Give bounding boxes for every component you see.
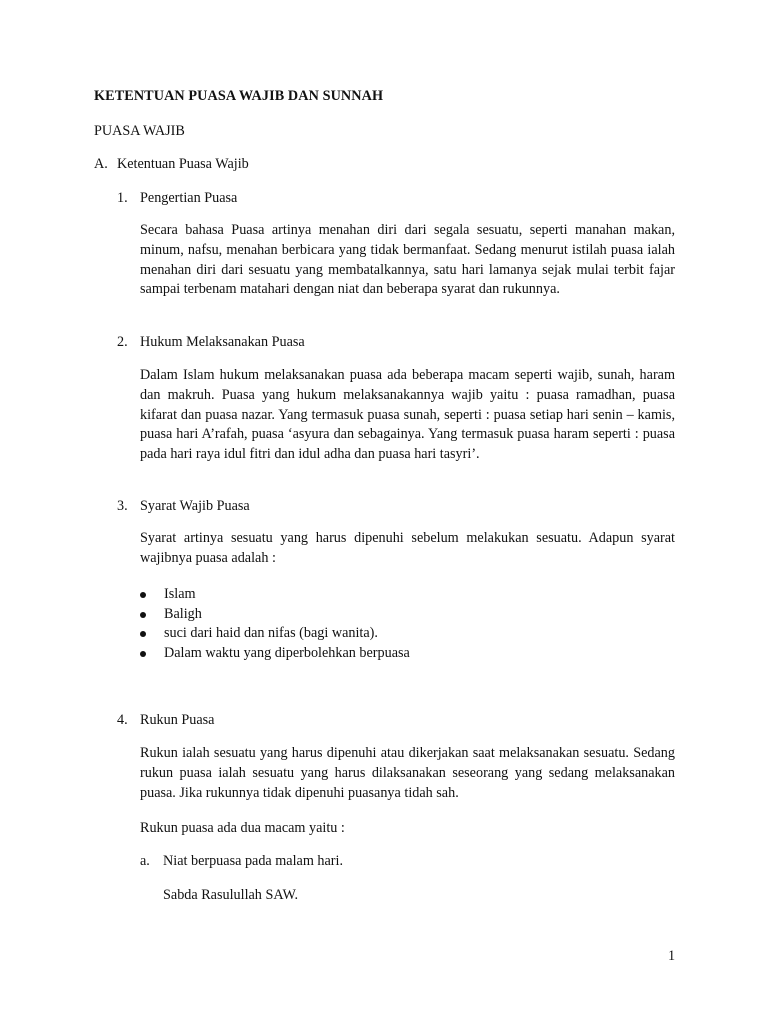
item-4-paragraph — [140, 744, 675, 803]
bullet-icon — [140, 592, 146, 598]
item-1-number: 1. — [117, 190, 128, 206]
item-3-heading: Syarat Wajib Puasa — [140, 498, 250, 514]
item-2-paragraph-text: Dalam Islam hukum melaksanakan puasa ada beberapa macam seperti wajib, sunah, haram dan makruh. Puasa yang hukum melaksanakannya wajib yaitu : puasa ramadhan, puasa kifarat dan puasa nazar. Yang termasuk puasa sunah, seperti : puasa setiap hari senin – kamis, puasa hari A’rafah, puasa ‘asyura dan sebagainya. Yang termasuk puasa haram seperti : puasa pada hari raya idul fitri dan idul adha dan puasa hari tasyri’. — [140, 367, 675, 463]
section-subtitle: PUASA WAJIB — [94, 123, 185, 139]
item-2-paragraph — [140, 366, 675, 465]
syarat-bullet-list — [140, 585, 410, 663]
item-4-number: 4. — [117, 712, 128, 728]
list-item-text: Islam — [164, 586, 196, 602]
item-1-paragraph — [140, 221, 675, 300]
list-item-text: Dalam waktu yang diperbolehkan berpuasa — [164, 644, 410, 661]
item-2-heading: Hukum Melaksanakan Puasa — [140, 334, 305, 350]
bullet-icon — [140, 631, 146, 637]
list-item-text: suci dari haid dan nifas (bagi wanita). — [164, 625, 378, 642]
page-number: 1 — [668, 948, 676, 964]
bullet-icon — [140, 612, 146, 618]
sub-item-a-marker: a. — [140, 853, 150, 869]
item-3-paragraph — [140, 529, 675, 569]
list-item-text: Baligh — [164, 605, 202, 622]
item-3-paragraph-text: Syarat artinya sesuatu yang harus dipenuhi sebelum melakukan sesuatu. Adapun syarat wajibnya puasa adalah : — [140, 530, 675, 566]
bullet-icon — [140, 651, 146, 657]
quote-attribution: Sabda Rasulullah SAW. — [163, 887, 299, 903]
item-4-heading: Rukun Puasa — [140, 712, 215, 728]
list-item — [140, 585, 410, 605]
document-title: KETENTUAN PUASA WAJIB DAN SUNNAH — [94, 88, 384, 104]
section-a-heading: Ketentuan Puasa Wajib — [117, 156, 249, 172]
item-2-number: 2. — [117, 334, 128, 350]
item-4-paragraph-text: Rukun ialah sesuatu yang harus dipenuhi atau dikerjakan saat melaksanakan sesuatu. Sedang rukun puasa ialah sesuatu yang harus dilaksanakan seseorang yang sedang melaksanakan puasa. Jika rukunnya tidak dipenuhi puasanya tidah sah. — [140, 745, 675, 801]
list-item — [140, 644, 410, 664]
item-1-heading: Pengertian Puasa — [140, 190, 238, 206]
list-item — [140, 605, 410, 625]
sub-item-a-text: Niat berpuasa pada malam hari. — [163, 853, 344, 869]
list-item — [140, 624, 410, 644]
item-1-paragraph-text: Secara bahasa Puasa artinya menahan diri dari segala sesuatu, seperti manahan makan, minum, nafsu, menahan berbicara yang tidak bermanfaat. Sedang menurut istilah puasa ialah menahan diri dari sesuatu yang membatalkannya, satu hari lamanya sejak mulai terbit fajar sampai terbenam matahari dengan niat dan beberapa syarat dan rukunnya. — [140, 222, 675, 298]
item-4-paragraph-2: Rukun puasa ada dua macam yaitu : — [140, 820, 345, 836]
item-3-number: 3. — [117, 498, 128, 514]
section-a-marker: A. — [94, 156, 108, 172]
